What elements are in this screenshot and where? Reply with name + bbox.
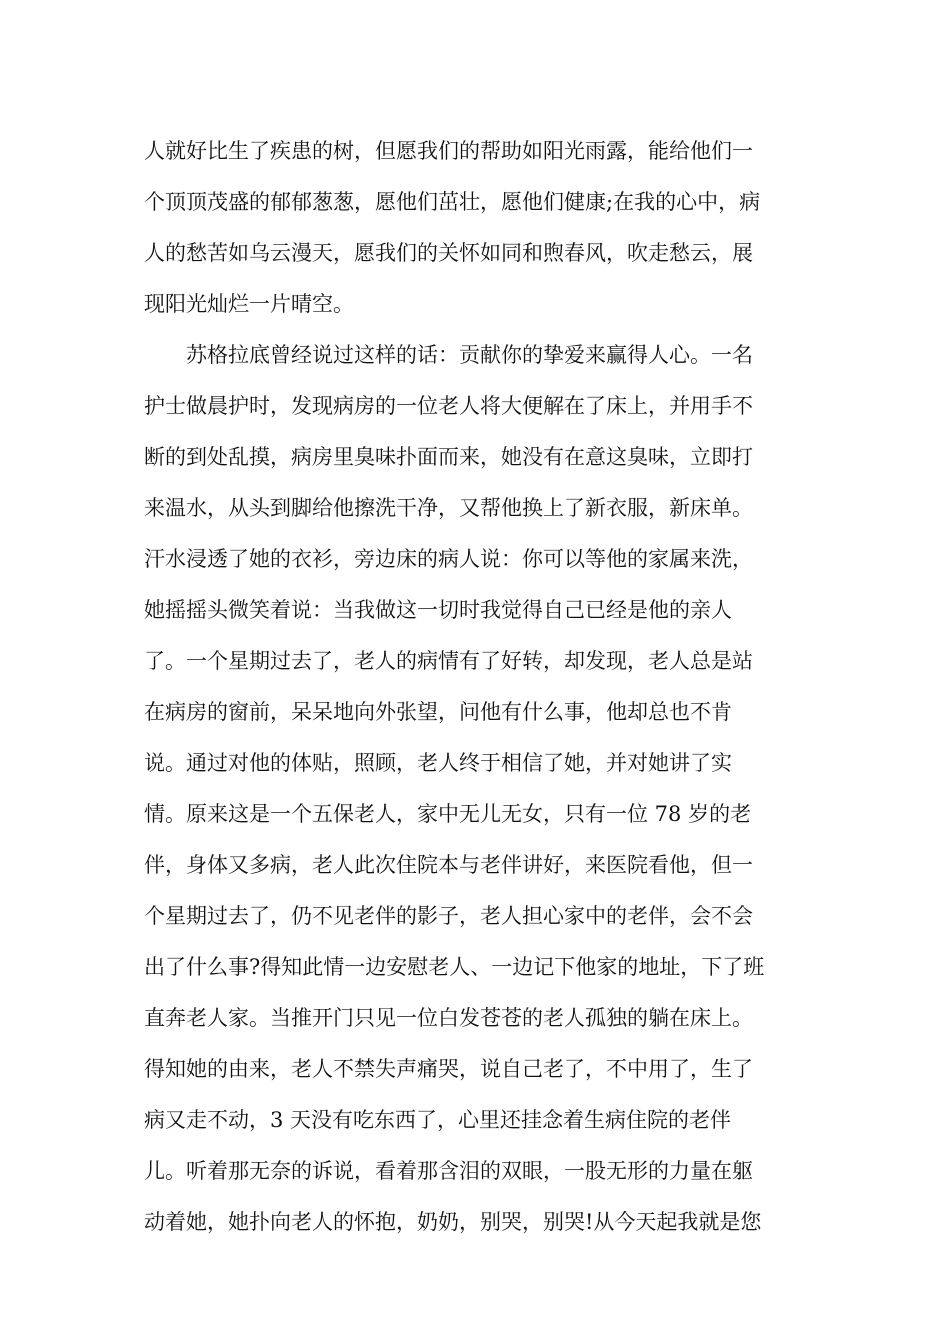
text-line: 伴，身体又多病，老人此次住院本与老伴讲好，来医院看他，但一 <box>144 853 753 877</box>
text-line: 情。原来这是一个五保老人，家中无儿无女，只有一位 78 岁的老 <box>144 802 752 826</box>
document-body <box>144 126 814 1248</box>
text-line: 儿。听着那无奈的诉说，看着那含泪的双眼，一股无形的力量在躯 <box>144 1159 753 1183</box>
text-line: 现阳光灿烂一片晴空。 <box>144 292 354 316</box>
text-line: 个顶顶茂盛的郁郁葱葱，愿他们茁壮，愿他们健康;在我的心中，病 <box>144 190 761 214</box>
text-line: 人的愁苦如乌云漫天，愿我们的关怀如同和煦春风，吹走愁云，展 <box>144 241 753 265</box>
text-line: 苏格拉底曾经说过这样的话：贡献你的挚爱来赢得人心。一名 <box>144 343 753 367</box>
text-line: 护士做晨护时，发现病房的一位老人将大便解在了床上，并用手不 <box>144 394 753 418</box>
text-line: 来温水，从头到脚给他擦洗干净，又帮他换上了新衣服，新床单。 <box>144 496 753 520</box>
text-line: 人就好比生了疾患的树，但愿我们的帮助如阳光雨露，能给他们一 <box>144 139 753 163</box>
text-line: 说。通过对他的体贴，照顾，老人终于相信了她，并对她讲了实 <box>144 751 732 775</box>
text-line: 得知她的由来，老人不禁失声痛哭，说自己老了，不中用了，生了 <box>144 1057 753 1081</box>
text-line: 直奔老人家。当推开门只见一位白发苍苍的老人孤独的躺在床上。 <box>144 1006 753 1030</box>
text-line: 个星期过去了，仍不见老伴的影子，老人担心家中的老伴，会不会 <box>144 904 753 928</box>
text-line: 出了什么事?得知此情一边安慰老人、一边记下他家的地址，下了班 <box>144 955 765 979</box>
text-line: 断的到处乱摸，病房里臭味扑面而来，她没有在意这臭味，立即打 <box>144 445 753 469</box>
text-line: 动着她，她扑向老人的怀抱，奶奶，别哭，别哭!从今天起我就是您 <box>144 1210 762 1234</box>
text-line: 她摇摇头微笑着说：当我做这一切时我觉得自己已经是他的亲人 <box>144 598 732 622</box>
text-line: 病又走不动，3 天没有吃东西了，心里还挂念着生病住院的老伴 <box>144 1108 732 1132</box>
text-line: 了。一个星期过去了，老人的病情有了好转，却发现，老人总是站 <box>144 649 753 673</box>
text-line: 在病房的窗前，呆呆地向外张望，问他有什么事，他却总也不肯 <box>144 700 732 724</box>
text-line: 汗水浸透了她的衣衫，旁边床的病人说：你可以等他的家属来洗， <box>144 547 753 571</box>
